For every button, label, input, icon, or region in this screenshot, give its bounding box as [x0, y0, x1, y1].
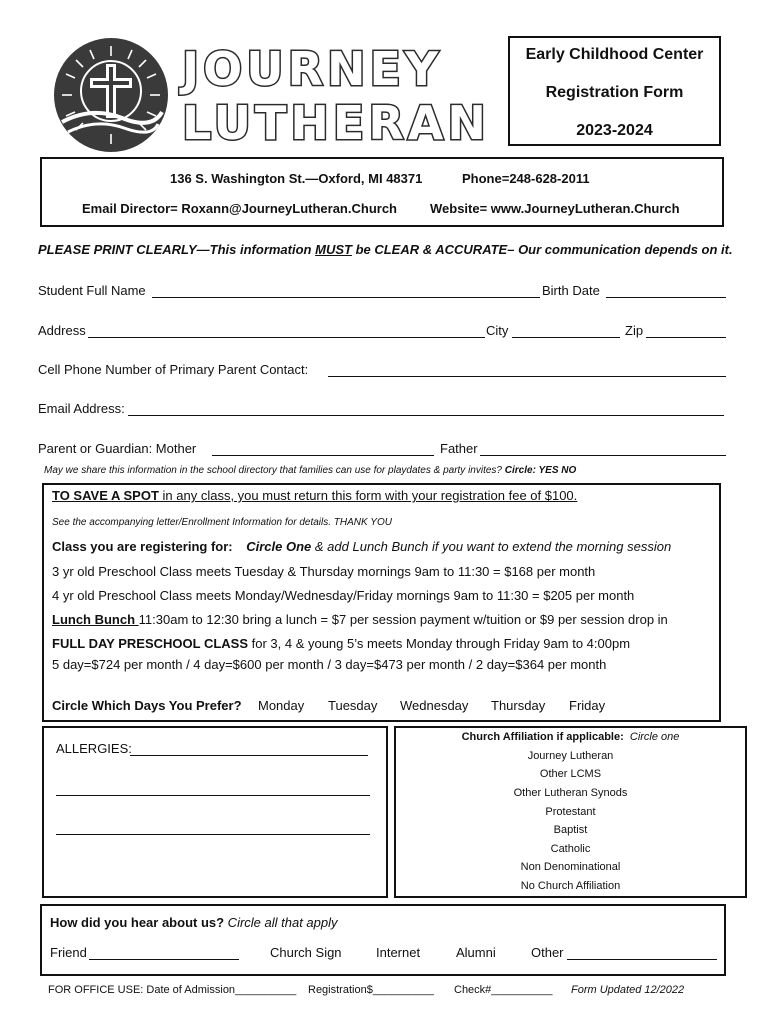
class-circle-one: Circle One — [246, 539, 312, 554]
option-3yr[interactable]: 3 yr old Preschool Class meets Tuesday & Thursday mornings 9am to 11:30 = $168 per month — [52, 564, 596, 579]
class-label: Class you are registering for: — [52, 539, 233, 554]
lunch-bunch-label: Lunch Bunch — [52, 612, 139, 627]
email-field[interactable] — [128, 415, 724, 416]
hear-alumni[interactable]: Alumni — [456, 945, 496, 960]
church-option-non-denominational[interactable]: Non Denominational — [520, 861, 621, 873]
church-option-no-affiliation[interactable]: No Church Affiliation — [520, 880, 621, 892]
church-option-catholic[interactable]: Catholic — [550, 843, 591, 855]
birth-date-field[interactable] — [606, 297, 726, 298]
lunch-bunch-text: 11:30am to 12:30 bring a lunch = $7 per session payment w/tuition or $9 per session drop in — [138, 612, 668, 627]
hear-church-sign[interactable]: Church Sign — [270, 945, 342, 960]
church-option-protestant[interactable]: Protestant — [545, 806, 596, 818]
notice-prefix: PLEASE PRINT CLEARLY—This information — [38, 242, 316, 257]
hear-other-field[interactable] — [567, 959, 717, 960]
notice-suffix: be CLEAR & ACCURATE– Our communication depends on it. — [351, 242, 733, 257]
address-label: Address — [38, 323, 86, 338]
father-field[interactable] — [480, 455, 726, 456]
notice-emphasis: MUST — [315, 242, 352, 257]
full-day-label: FULL DAY PRESCHOOL CLASS — [52, 636, 248, 651]
allergies-field-3[interactable] — [56, 834, 370, 835]
church-circle-one: Circle one — [629, 731, 680, 743]
option-4yr[interactable]: 4 yr old Preschool Class meets Monday/Wednesday/Friday mornings 9am to 11:30 = $205 per month — [52, 588, 635, 603]
day-thursday[interactable]: Thursday — [491, 698, 546, 713]
city-field[interactable] — [512, 337, 620, 338]
hear-circle-all: Circle all that apply — [224, 915, 338, 930]
contact-email: Email Director= Roxann@JourneyLutheran.Church — [82, 201, 397, 216]
class-circle-suffix: & add Lunch Bunch if you want to extend the morning session — [311, 539, 672, 554]
allergies-field-2[interactable] — [56, 795, 370, 796]
zip-field[interactable] — [646, 337, 726, 338]
directory-yes-no[interactable]: Circle: YES NO — [504, 465, 577, 476]
student-name-label: Student Full Name — [38, 283, 146, 298]
hear-internet[interactable]: Internet — [376, 945, 421, 960]
days-label: Circle Which Days You Prefer? — [52, 698, 242, 713]
day-monday[interactable]: Monday — [258, 698, 305, 713]
day-wednesday[interactable]: Wednesday — [400, 698, 469, 713]
full-day-prices: 5 day=$724 per month / 4 day=$600 per month / 3 day=$473 per month / 2 day=$364 per month — [52, 657, 607, 672]
student-name-field[interactable] — [152, 297, 540, 298]
father-label: Father — [440, 441, 478, 456]
contact-address: 136 S. Washington St.—Oxford, MI 48371 — [170, 171, 423, 186]
day-friday[interactable]: Friday — [569, 698, 606, 713]
email-label: Email Address: — [38, 401, 125, 416]
print-clearly-notice — [38, 242, 733, 257]
hear-heading — [50, 915, 338, 930]
hear-title: How did you hear about us? — [50, 915, 225, 930]
directory-question-text: May we share this information in the school directory that families can use for playdates & party invites? — [44, 465, 505, 476]
office-use-check: Check#__________ — [454, 984, 553, 996]
city-label: City — [486, 323, 509, 338]
contact-phone: Phone=248-628-2011 — [462, 171, 590, 186]
class-heading — [52, 539, 671, 554]
church-option-journey-lutheran[interactable]: Journey Lutheran — [527, 750, 614, 762]
church-option-other-lutheran[interactable]: Other Lutheran Synods — [513, 787, 628, 799]
church-title: Church Affiliation if applicable: — [461, 731, 624, 743]
contact-info-box — [40, 157, 724, 227]
hear-friend-field[interactable] — [89, 959, 239, 960]
hear-friend[interactable]: Friend — [50, 945, 87, 960]
option-lunch-bunch[interactable] — [52, 612, 668, 627]
cell-phone-field[interactable] — [328, 376, 726, 377]
address-field[interactable] — [88, 337, 485, 338]
mother-field[interactable] — [212, 455, 434, 456]
title-form: Registration Form — [545, 84, 684, 101]
church-logo-emblem — [52, 36, 170, 154]
hear-other[interactable]: Other — [531, 945, 564, 960]
zip-label: Zip — [625, 323, 644, 338]
logo-wordmark-lutheran: LUTHERAN — [182, 96, 490, 150]
logo-wordmark-journey: JOURNEY — [182, 42, 443, 96]
contact-website: Website= www.JourneyLutheran.Church — [430, 201, 680, 216]
see-letter-note: See the accompanying letter/Enrollment Information for details. THANK YOU — [52, 517, 392, 528]
office-use-date-admission: FOR OFFICE USE: Date of Admission__________ — [48, 984, 297, 996]
birth-date-label: Birth Date — [542, 283, 600, 298]
church-option-other-lcms[interactable]: Other LCMS — [539, 768, 602, 780]
church-affiliation-heading — [396, 731, 745, 743]
form-updated-date: Form Updated 12/2022 — [571, 984, 685, 996]
allergies-field-1[interactable] — [130, 755, 368, 756]
mother-label: Parent or Guardian: Mother — [38, 441, 197, 456]
cell-phone-label: Cell Phone Number of Primary Parent Contact: — [38, 362, 309, 377]
allergies-label: ALLERGIES: — [56, 741, 132, 756]
save-spot-line — [52, 488, 577, 503]
save-spot-text: in any class, you must return this form with your registration fee of $100. — [158, 488, 578, 503]
option-full-day[interactable] — [52, 636, 630, 651]
directory-question — [44, 465, 576, 476]
title-year: 2023-2024 — [576, 122, 653, 139]
church-option-baptist[interactable]: Baptist — [553, 824, 588, 836]
day-tuesday[interactable]: Tuesday — [328, 698, 378, 713]
full-day-text: for 3, 4 & young 5’s meets Monday through Friday 9am to 4:00pm — [248, 636, 631, 651]
office-use-registration: Registration$__________ — [308, 984, 434, 996]
save-spot-emphasis: TO SAVE A SPOT — [52, 488, 159, 503]
title-center: Early Childhood Center — [525, 46, 704, 63]
form-title-box — [508, 36, 721, 146]
